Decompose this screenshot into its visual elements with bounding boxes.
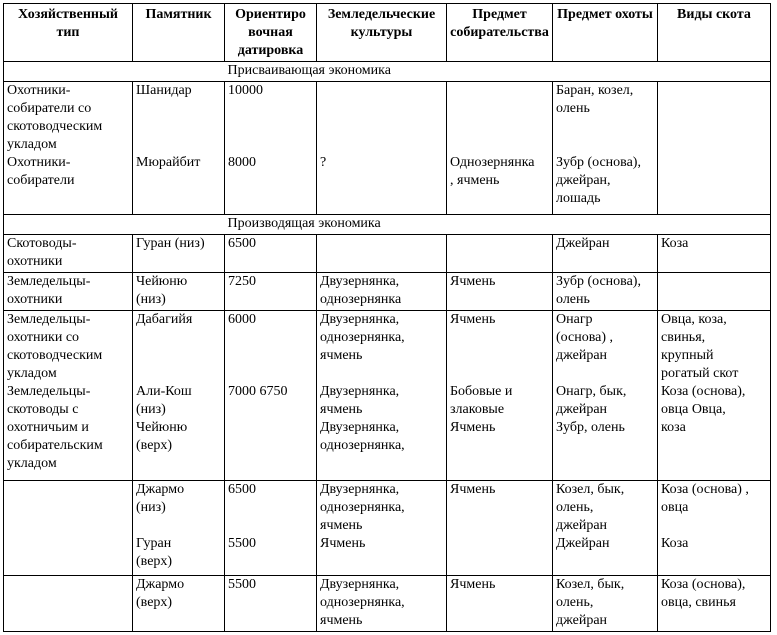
cell-type: Земледельцы- охотники со скотоводческим укладом Земледельцы- скотоводы с охотничьим и собирательским укладом <box>4 311 133 481</box>
cell-type: Скотоводы- охотники <box>4 235 133 273</box>
header-gathering: Предмет собирательства <box>447 4 553 62</box>
header-row <box>4 4 771 62</box>
section-title-producing: Производящая экономика <box>225 215 771 235</box>
section-row-producing <box>4 215 771 235</box>
cell-livestock: Коза (основа), овца, свинья <box>658 576 771 632</box>
cell-hunting: Джейран <box>553 235 658 273</box>
table-row <box>4 311 771 481</box>
cell-site: Шанидар Мюрайбит <box>133 82 225 215</box>
cell-site: Гуран (низ) <box>133 235 225 273</box>
cell-dating: 6500 5500 <box>225 481 317 576</box>
header-crops: Земледельческие культуры <box>317 4 447 62</box>
cell-livestock: Овца, коза, свинья, крупный рогатый скот Коза (основа), овца Овца, коза <box>658 311 771 481</box>
table-row <box>4 235 771 273</box>
cell-hunting: Зубр (основа), олень <box>553 273 658 311</box>
cell-dating: 5500 <box>225 576 317 632</box>
header-dating: Ориентиро вочная датировка <box>225 4 317 62</box>
header-livestock: Виды скота <box>658 4 771 62</box>
cell-site: Джармо (низ) Гуран (верх) <box>133 481 225 576</box>
table-row <box>4 576 771 632</box>
cell-hunting: Козел, бык, олень, джейран <box>553 576 658 632</box>
economy-table <box>3 3 771 632</box>
cell-hunting: Баран, козел, олень Зубр (основа), джейран, лошадь <box>553 82 658 215</box>
cell-type: Охотники- собиратели со скотоводческим укладом Охотники- собиратели <box>4 82 133 215</box>
table-row <box>4 481 771 576</box>
table-row <box>4 82 771 215</box>
cell-site: Джармо (верх) <box>133 576 225 632</box>
cell-crops: Двузернянка, однозернянка, ячмень Ячмень <box>317 481 447 576</box>
cell-hunting: Козел, бык, олень, джейран Джейран <box>553 481 658 576</box>
cell-livestock <box>658 82 771 215</box>
section-row-appropriating <box>4 62 771 82</box>
cell-gathering: Ячмень Бобовые и злаковые Ячмень <box>447 311 553 481</box>
cell-gathering: Ячмень <box>447 273 553 311</box>
cell-gathering: Однозернянка , ячмень <box>447 82 553 215</box>
cell-livestock <box>658 273 771 311</box>
header-economic-type: Хозяйственный тип <box>4 4 133 62</box>
cell-livestock: Коза <box>658 235 771 273</box>
cell-crops: Двузернянка, однозернянка, ячмень Двузернянка, ячмень Двузернянка, однозернянка, <box>317 311 447 481</box>
cell-dating: 6500 <box>225 235 317 273</box>
header-site: Памятник <box>133 4 225 62</box>
section-spacer <box>4 62 225 82</box>
cell-crops: ? <box>317 82 447 215</box>
cell-gathering: Ячмень <box>447 481 553 576</box>
cell-livestock: Коза (основа) , овца Коза <box>658 481 771 576</box>
section-title-appropriating: Присваивающая экономика <box>225 62 771 82</box>
cell-hunting: Онагр (основа) , джейран Онагр, бык, джейран Зубр, олень <box>553 311 658 481</box>
cell-type: Земледельцы- охотники <box>4 273 133 311</box>
cell-crops: Двузернянка, однозернянка <box>317 273 447 311</box>
cell-gathering <box>447 235 553 273</box>
header-hunting: Предмет охоты <box>553 4 658 62</box>
cell-dating: 6000 7000 6750 <box>225 311 317 481</box>
table-row <box>4 273 771 311</box>
cell-site: Чейюню (низ) <box>133 273 225 311</box>
cell-crops <box>317 235 447 273</box>
cell-dating: 7250 <box>225 273 317 311</box>
cell-crops: Двузернянка, однозернянка, ячмень <box>317 576 447 632</box>
cell-dating: 10000 8000 <box>225 82 317 215</box>
cell-type <box>4 481 133 576</box>
cell-gathering: Ячмень <box>447 576 553 632</box>
cell-type <box>4 576 133 632</box>
cell-site: Дабагийя Али-Кош (низ) Чейюню (верх) <box>133 311 225 481</box>
section-spacer <box>4 215 225 235</box>
